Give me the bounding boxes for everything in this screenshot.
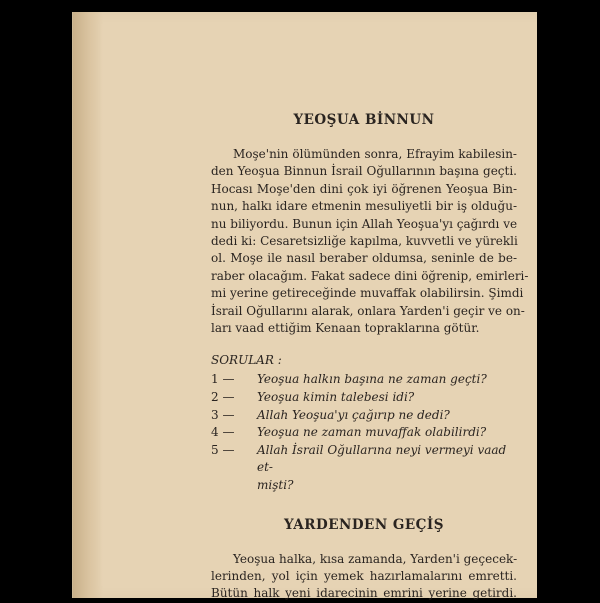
question-text: Allah Yeoşua'yı çağırıp ne dedi? [257,407,450,422]
book-page [72,12,537,601]
text-line: İsrail Oğullarını alarak, onlara Yarden'i geçir ve on- [211,303,525,318]
paragraph-yeosua [211,146,529,337]
question-item [211,371,517,389]
question-item [211,407,517,425]
question-text: Allah İsrail Oğullarına neyi vermeyi vaad et- [257,442,507,475]
text-line: nun, halkı idare etmenin mesuliyetli bir iş olduğu- [211,199,517,214]
text-line: Bütün halk yeni idarecinin emrini yerine getirdi. [211,586,517,601]
section-title-yeosua: YEOŞUA BİNNUN [293,112,435,128]
question-number: 3 — [211,407,235,422]
page-text [211,112,529,603]
question-item [211,389,517,407]
text-line: dedi ki: Cesaretsizliğe kapılma, kuvvetli ve yürekli [211,234,518,249]
text-line: den Yeoşua Binnun İsrail Oğullarının başına geçti. [211,164,517,179]
text-line: mi yerine getireceğinde muvaffak olabilirsin. Şimdi [211,286,524,301]
text-line: Hocası Moşe'den dini çok iyi öğrenen Yeoşua Bin- [211,181,517,196]
question-number: 1 — [211,372,235,387]
question-number: 2 — [211,390,235,405]
question-item [211,424,517,442]
question-text: Yeoşua kimin talebesi idi? [257,390,415,405]
questions-title: SORULAR : [211,353,282,368]
question-text: Yeoşua halkın başına ne zaman geçti? [257,372,487,387]
text-line: ları vaad ettiğim Kenaan topraklarına götür. [211,321,480,336]
text-line: ol. Moşe ile nasıl beraber oldumsa, seninle de be- [211,251,517,266]
paragraph-yarden [211,551,517,603]
text-line: Moşe'nin ölümünden sonra, Efrayim kabilesin- [233,147,517,161]
text-line: Yeoşua halka, kısa zamanda, Yarden'i geçecek- [233,551,518,566]
text-line: nu biliyordu. Bunun için Allah Yeoşua'yı çağırdı ve [211,216,518,231]
question-text: Yeoşua ne zaman muvaffak olabilirdi? [257,425,487,440]
question-item [211,442,517,477]
question-continuation [211,477,517,495]
question-number: 4 — [211,425,235,440]
section-title-yarden: YARDENDEN GEÇİŞ [284,516,444,533]
question-number: 5 — [211,442,235,457]
question-text-continued: mişti? [257,478,294,493]
questions-list [211,371,517,494]
text-line: raber olacağım. Fakat sadece dini öğrenip, emirleri- [211,268,529,283]
page-spine-shadow [73,12,103,598]
text-line: lerinden, yol için yemek hazırlamalarını emretti. [211,569,517,584]
